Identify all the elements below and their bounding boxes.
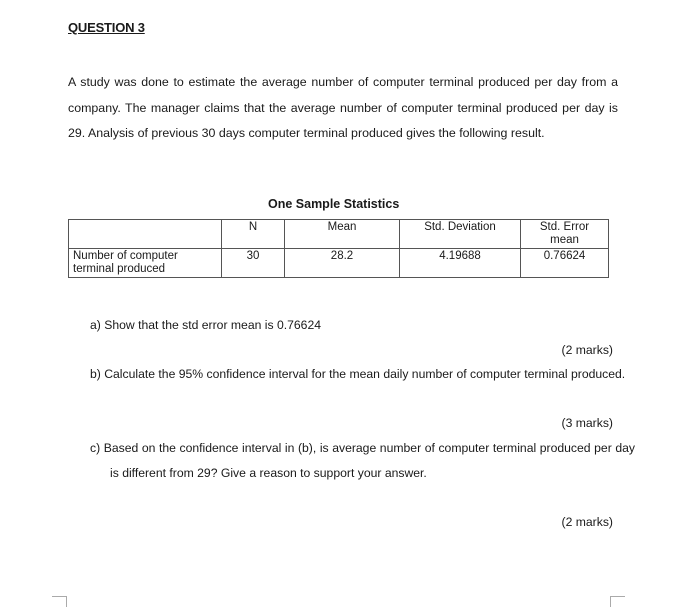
intro-paragraph: A study was done to estimate the average number of computer terminal produced per day from a company. The manager claims that the average number of computer terminal produced per day is 29. Analysis of previous 30 days computer terminal produced gives the following result. [68, 75, 618, 140]
crop-corner-left [52, 596, 67, 607]
cell-std-deviation: 4.19688 [400, 249, 521, 278]
question-a-marks: (2 marks) [561, 343, 613, 357]
header-std-error-mean: Std. Error mean [521, 220, 609, 249]
table-header-row [69, 220, 609, 249]
header-n: N [222, 220, 285, 249]
header-mean: Mean [285, 220, 400, 249]
question-c-marks: (2 marks) [561, 515, 613, 529]
table-caption: One Sample Statistics [268, 197, 400, 211]
cell-n: 30 [222, 249, 285, 278]
question-c: c) Based on the confidence interval in (b), is average number of computer terminal produced per day is different from 29? Give a reason to support your answer. [90, 441, 635, 480]
cell-std-error: 0.76624 [521, 249, 609, 278]
row-label: Number of computer terminal produced [69, 249, 222, 278]
question-a: a) Show that the std error mean is 0.76624 [90, 318, 322, 332]
crop-corner-right [610, 596, 625, 607]
cell-mean: 28.2 [285, 249, 400, 278]
one-sample-statistics-table [68, 219, 609, 278]
question-b: b) Calculate the 95% confidence interval for the mean daily number of computer terminal produced. [90, 367, 626, 381]
table-row [69, 249, 609, 278]
header-blank [69, 220, 222, 249]
header-std-deviation: Std. Deviation [400, 220, 521, 249]
question-title: QUESTION 3 [68, 20, 145, 35]
question-b-marks: (3 marks) [561, 416, 613, 430]
